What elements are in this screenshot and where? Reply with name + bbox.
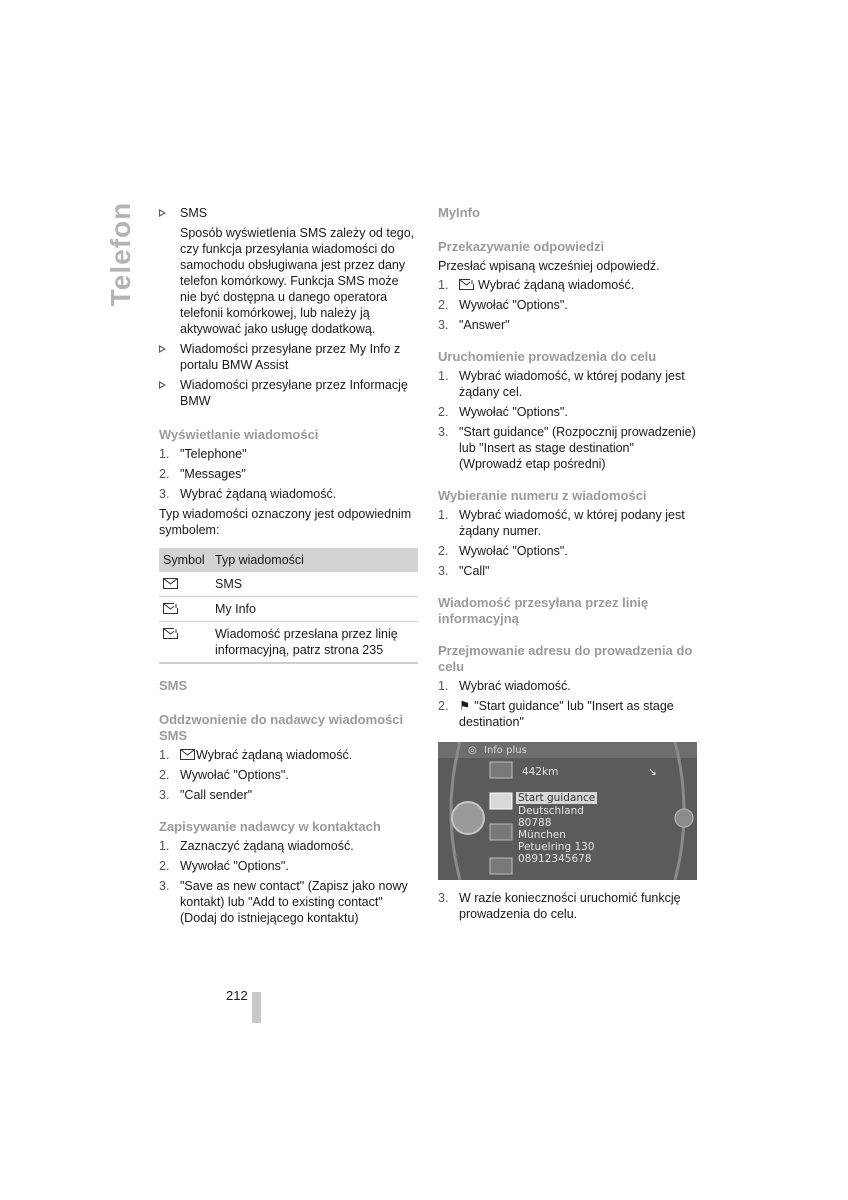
list-item: 2. Wywołać "Options". <box>438 298 568 312</box>
bullet-bmw-info: Wiadomości przesyłane przez Informację BMW <box>159 377 418 409</box>
envelope-icon <box>163 578 178 589</box>
guidance-heading: Uruchomienie prowadzenia do celu <box>438 349 657 364</box>
envelope-icon <box>180 749 195 760</box>
dial-heading: Wybieranie numeru z wiadomości <box>438 488 647 503</box>
list-item: 2. Wywołać "Options". <box>438 405 568 419</box>
table-row: My Info <box>159 597 418 622</box>
sms-description: Sposób wyświetlenia SMS zależy od tego, czy funkcja przesyłania wiadomości do samochodu obsługiwana jest przez dany telefon komórkowy. Funkcja SMS może nie być dostępna u danego operatora telefonii komórkowej, lub należy ją aktywować jako usługę dodatkową. <box>180 226 415 336</box>
screen-line: Deutschland <box>518 805 584 817</box>
bullet-sms: SMS <box>159 205 418 221</box>
forward-heading: Przekazywanie odpowiedzi <box>438 239 605 254</box>
save-heading: Zapisywanie nadawcy w kontaktach <box>159 819 381 834</box>
callback-steps <box>159 747 418 803</box>
chapter-side-tab <box>104 201 138 307</box>
table-row: Wiadomość przesłana przez linię informacyjną, patrz strona 235 <box>159 622 418 664</box>
table-header: Typ wiadomości <box>211 548 418 572</box>
chapter-title: Telefon <box>105 201 136 307</box>
guidance-flag-icon: ⚑ <box>459 699 471 713</box>
page-number: 212 <box>226 988 248 1003</box>
sms-heading: SMS <box>159 678 188 693</box>
list-item: 1. Wybrać wiadomość, w której podany jest żądany cel. <box>438 369 685 399</box>
right-column <box>438 205 697 926</box>
list-item: 2. Wywołać "Options". <box>159 859 289 873</box>
list-item: 2. Wywołać "Options". <box>438 544 568 558</box>
list-item: 3. "Start guidance" (Rozpocznij prowadzenie) lub "Insert as stage destination" (Wprowadź etap pośredni) <box>438 425 696 471</box>
screen-title: Info plus <box>484 745 527 756</box>
list-item: 3. "Call sender" <box>159 788 253 802</box>
list-item: 1. Wybrać wiadomość, w której podany jest żądany numer. <box>438 508 685 538</box>
list-item: 3. W razie konieczności uruchomić funkcję prowadzenia do celu. <box>438 891 681 921</box>
list-item: 3. "Call" <box>438 564 490 578</box>
envelope-i-icon <box>163 603 178 614</box>
list-item: 3. "Answer" <box>438 318 510 332</box>
table-header: Symbol <box>159 548 211 572</box>
triangle-bullet-icon <box>159 345 166 353</box>
screen-line: 08912345678 <box>518 853 592 865</box>
screen-line: München <box>518 829 566 841</box>
dial-steps <box>438 507 697 579</box>
address-steps <box>438 678 697 730</box>
bullet-myinfo: Wiadomości przesyłane przez My Info z portalu BMW Assist <box>159 341 418 373</box>
list-item: 1. "Telephone" <box>159 447 247 461</box>
direction-arrow-icon: ↘ <box>648 766 657 778</box>
final-steps <box>438 890 697 922</box>
envelope-i-icon <box>163 628 178 639</box>
callback-heading: Oddzwonienie do nadawcy wiadomości SMS <box>159 712 404 743</box>
screen-line: 80788 <box>518 817 552 829</box>
type-text: Typ wiadomości oznaczony jest odpowiednim symbolem: <box>159 507 412 537</box>
list-item: 2. "Messages" <box>159 467 246 481</box>
display-steps <box>159 446 418 502</box>
page-number-bar <box>252 992 261 1023</box>
list-item: 2. Wywołać "Options". <box>159 768 289 782</box>
triangle-bullet-icon <box>159 209 166 217</box>
guidance-steps <box>438 368 697 472</box>
address-heading: Przejmowanie adresu do prowadzenia do celu <box>438 643 693 674</box>
screen-distance: 442km <box>522 766 559 778</box>
list-item: 1. Zaznaczyć żądaną wiadomość. <box>159 839 354 853</box>
infoline-heading: Wiadomość przesyłana przez linię informacyjną <box>438 595 649 626</box>
display-heading: Wyświetlanie wiadomości <box>159 427 319 442</box>
table-row: SMS <box>159 572 418 597</box>
list-item: 1. Wybrać żądaną wiadomość. <box>438 278 635 292</box>
list-item: 3. Wybrać żądaną wiadomość. <box>159 487 337 501</box>
save-steps <box>159 838 418 926</box>
list-item: 2. ⚑ "Start guidance" lub "Insert as stage destination" <box>438 699 674 729</box>
info-plus-icon: ◎ <box>468 745 477 756</box>
forward-steps <box>438 277 697 333</box>
symbol-table <box>159 548 418 664</box>
list-item: 1. Wybrać wiadomość. <box>438 679 571 693</box>
idrive-screenshot <box>438 742 697 880</box>
triangle-bullet-icon <box>159 381 166 389</box>
list-item: 3. "Save as new contact" (Zapisz jako nowy kontakt) lub "Add to existing contact" (Dodaj do istniejącego kontaktu) <box>159 879 408 925</box>
myinfo-heading: MyInfo <box>438 205 480 220</box>
screen-line: Petuelring 130 <box>518 841 595 853</box>
list-item: 1. Wybrać żądaną wiadomość. <box>159 748 353 762</box>
envelope-i-icon <box>459 279 474 290</box>
forward-text: Przesłać wpisaną wcześniej odpowiedź. <box>438 259 660 273</box>
screen-start-guidance: Start guidance <box>518 792 596 804</box>
left-column <box>159 205 418 930</box>
